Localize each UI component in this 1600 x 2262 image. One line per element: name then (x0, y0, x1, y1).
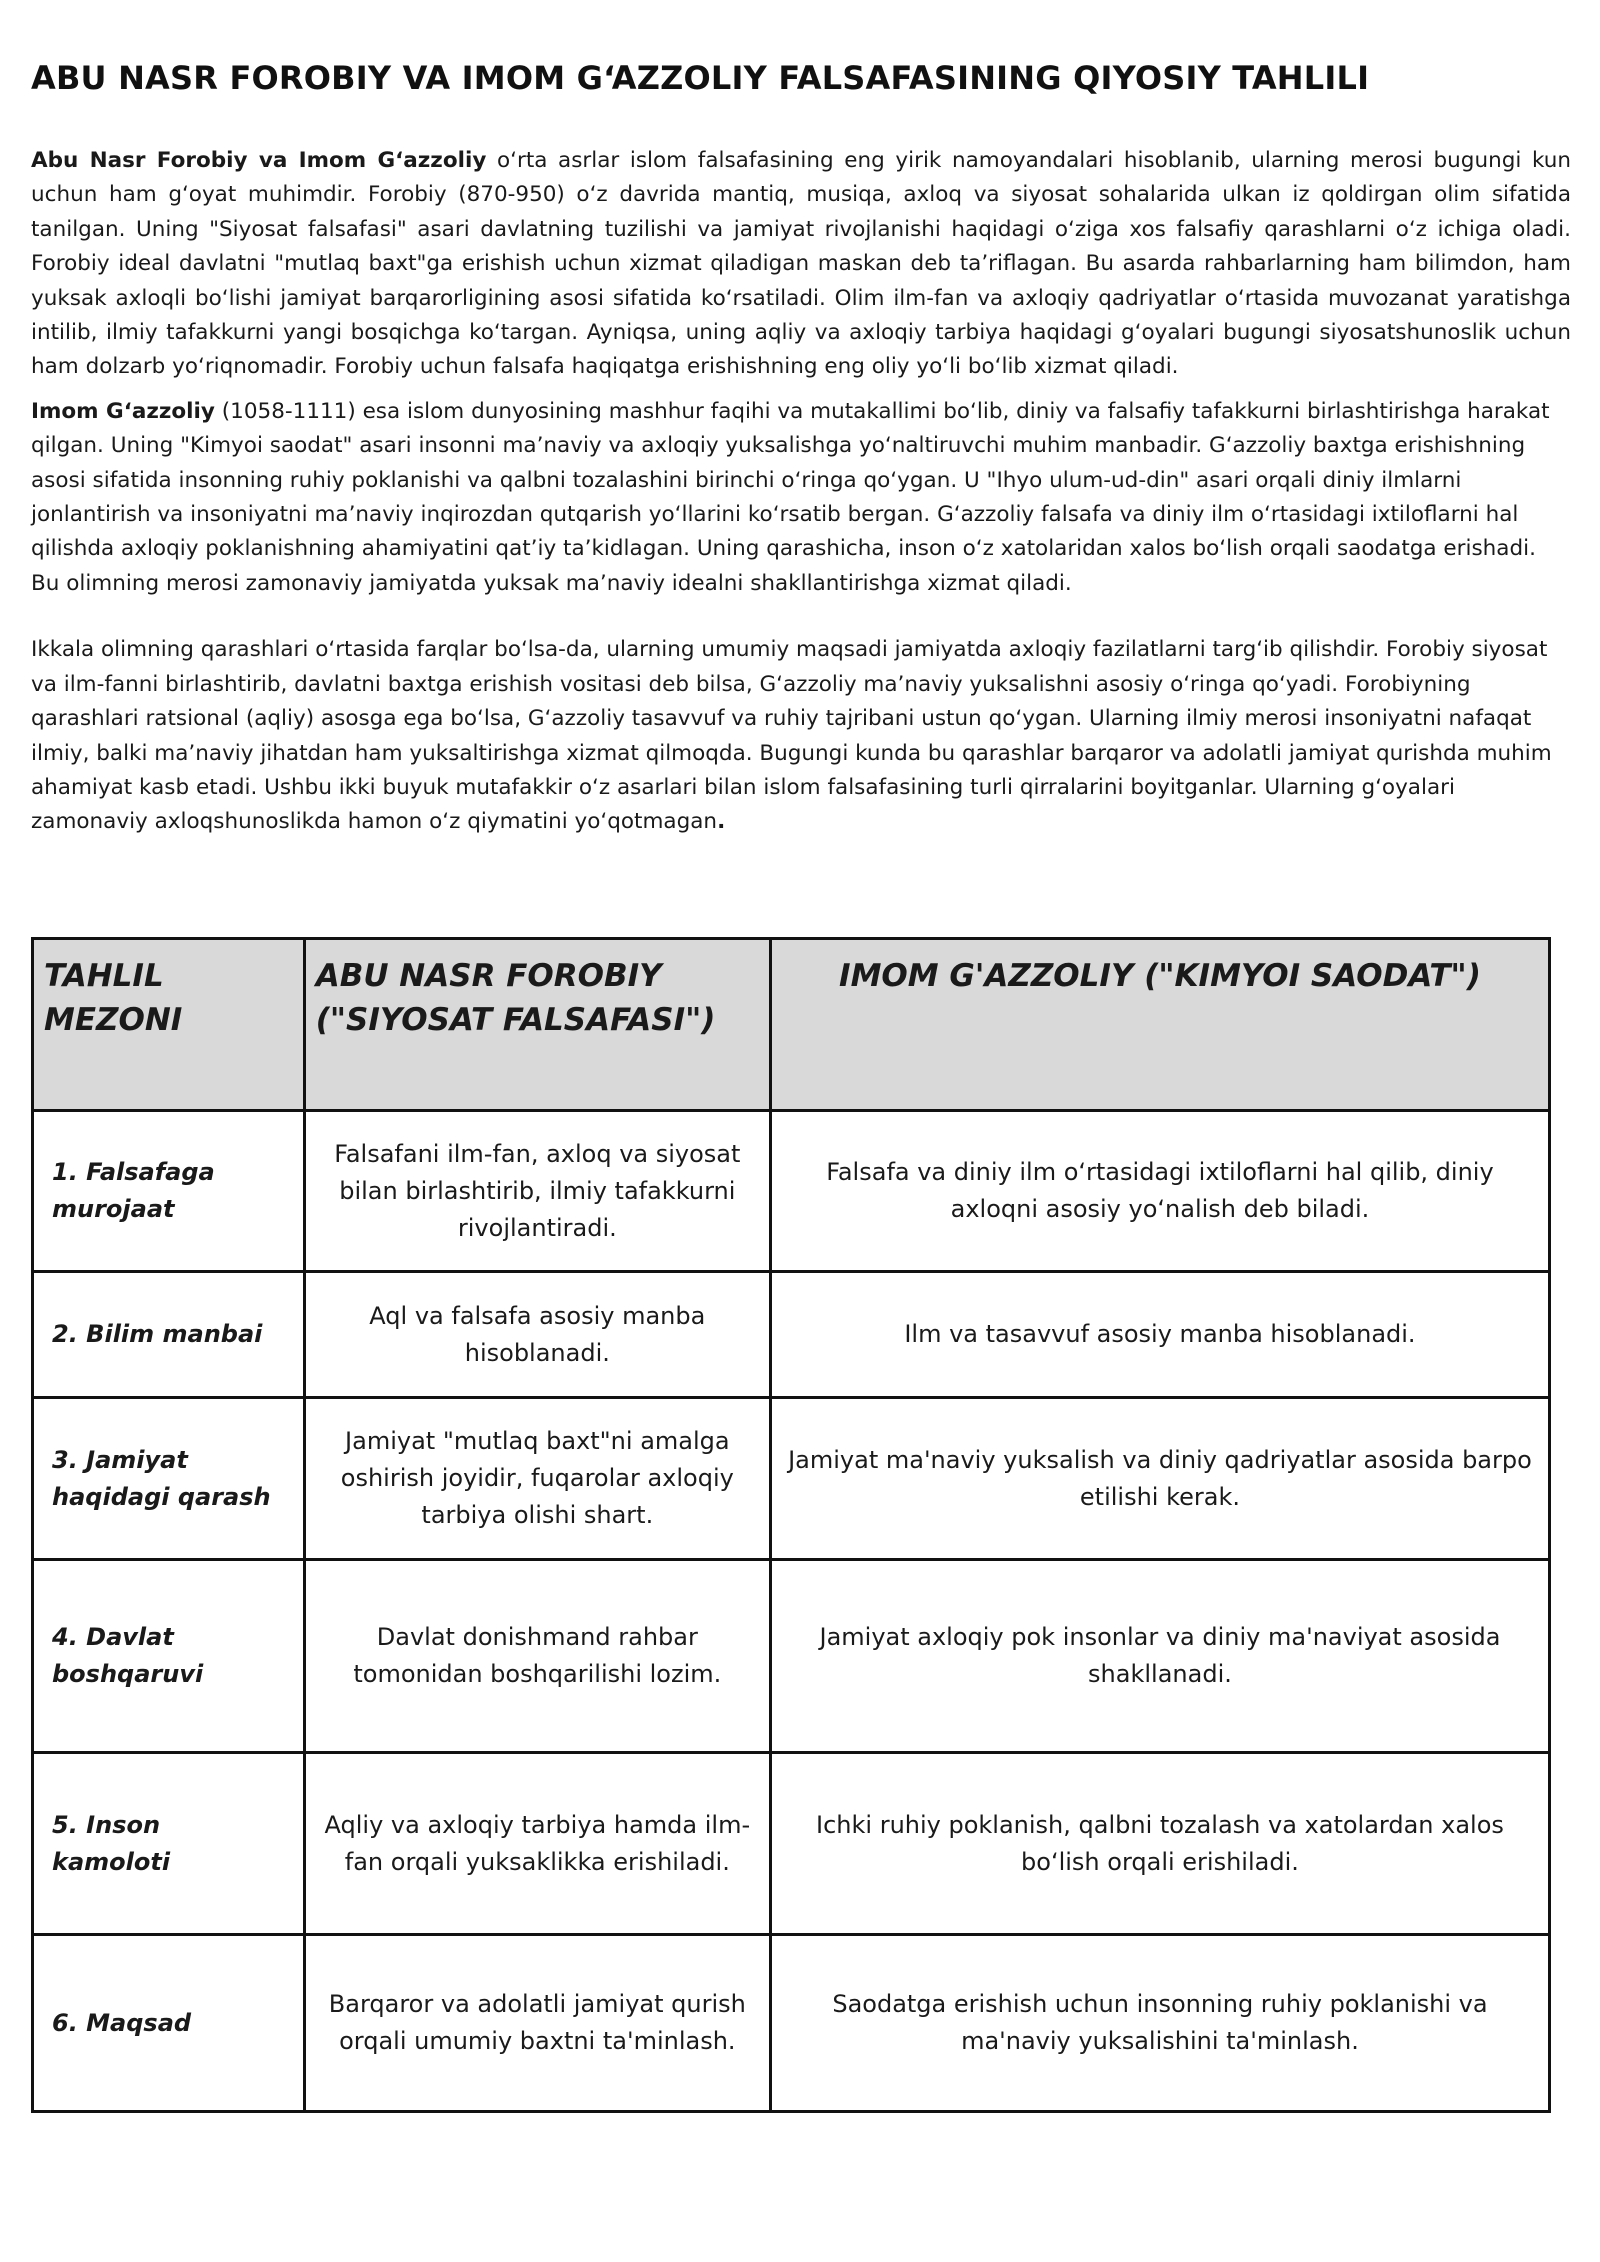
paragraph-text: (1058-1111) esa islom dunyosining mashhur faqihi va mutakallimi bo‘lib, diniy va falsafiy tafakkurni birlashtirishga harakat qilgan. Uning "Kimyoi saodat" asari insonni ma’naviy va axloqiy yuksalishga yo‘naltiruvchi muhim manbadir. G‘azzoliy baxtga erishishning asosi sifatida insonning ruhiy poklanishi va qalbni tozalashini birinchi o‘ringa qo‘ygan. U "Ihyo ulum-ud-din" asari orqali diniy ilmlarni jonlantirish va insoniyatni ma’naviy inqirozdan qutqarish yo‘llarini ko‘rsatib bergan. G‘azzoliy falsafa va diniy ilm o‘rtasidagi ixtiloflarni hal qilishda axloqiy poklanishning ahamiyatini qat’iy ta’kidlagan. Uning qarashicha, inson o‘z xatolaridan xalos bo‘lish orqali saodatga erishadi. Bu olimning merosi zamonaviy jamiyatda yuksak ma’naviy idealni shakllantirishga xizmat qiladi. (31, 398, 1550, 596)
row-criterion: 1. Falsafaga murojaat (33, 1111, 305, 1272)
table-row (33, 1398, 1550, 1560)
row-criterion: 5. Inson kamoloti (33, 1753, 305, 1935)
document-body (31, 56, 1571, 840)
table-header-row (33, 939, 1550, 1111)
table-row (33, 1935, 1550, 2112)
paragraph-end: . (717, 809, 726, 835)
paragraph-comparison (31, 633, 1571, 839)
table-row (33, 1111, 1550, 1272)
row-gazzoliy: Saodatga erishish uchun insonning ruhiy poklanishi va ma'naviy yuksalishini ta'minlash. (770, 1935, 1549, 2112)
row-gazzoliy: Ichki ruhiy poklanish, qalbni tozalash va xatolardan xalos bo‘lish orqali erishiladi. (770, 1753, 1549, 1935)
paragraph-gazzoliy (31, 395, 1571, 601)
table-row (33, 1560, 1550, 1753)
header-gazzoliy: IMOM G'AZZOLIY ("KIMYOI SAODAT") (770, 939, 1549, 1111)
paragraph-text: o‘rta asrlar islom falsafasining eng yirik namoyandalari hisoblanib, ularning merosi bugungi kun uchun ham g‘oyat muhimdir. Forobiy (870-950) o‘z davrida mantiq, musiqa, axloq va siyosat sohalarida ulkan iz qoldirgan olim sifatida tanilgan. Uning "Siyosat falsafasi" asari davlatning tuzilishi va jamiyat rivojlanishi haqidagi o‘ziga xos falsafiy qarashlarni o‘z ichiga oladi. Forobiy ideal davlatni "mutlaq baxt"ga erishish uchun xizmat qiladigan maskan deb ta’riflagan. Bu asarda rahbarlarning ham bilimdon, ham yuksak axloqli bo‘lishi jamiyat barqarorligining asosi sifatida ko‘rsatiladi. Olim ilm-fan va axloqiy qadriyatlar o‘rtasida muvozanat yaratishga intilib, ilmiy tafakkurni yangi bosqichga ko‘targan. Ayniqsa, uning aqliy va axloqiy tarbiya haqidagi g‘oyalari bugungi siyosatshunoslik uchun ham dolzarb yo‘riqnomadir. Forobiy uchun falsafa haqiqatga erishishning eng oliy yo‘li bo‘lib xizmat qiladi. (31, 148, 1571, 380)
row-gazzoliy: Jamiyat ma'naviy yuksalish va diniy qadriyatlar asosida barpo etilishi kerak. (770, 1398, 1549, 1560)
paragraph-lead: Imom G‘azzoliy (31, 398, 215, 424)
paragraph-text: Ikkala olimning qarashlari o‘rtasida farqlar bo‘lsa-da, ularning umumiy maqsadi jamiyatda axloqiy fazilatlarni targ‘ib qilishdir. Forobiy siyosat va ilm-fanni birlashtirib, davlatni baxtga erishish vositasi deb bilsa, G‘azzoliy ma’naviy yuksalishni asosiy o‘ringa qo‘yadi. Forobiyning qarashlari ratsional (aqliy) asosga ega bo‘lsa, G‘azzoliy tasavvuf va ruhiy tajribani ustun qo‘ygan. Ularning ilmiy merosi insoniyatni nafaqat ilmiy, balki ma’naviy jihatdan ham yuksaltirishga xizmat qilmoqda. Bugungi kunda bu qarashlar barqaror va adolatli jamiyat qurishda muhim ahamiyat kasb etadi. Ushbu ikki buyuk mutafakkir o‘z asarlari bilan islom falsafasining turli qirralarini boyitganlar. Ularning g‘oyalari zamonaviy axloqshunoslikda hamon o‘z qiymatini yo‘qotmagan (31, 637, 1552, 835)
paragraph-forobiy (31, 144, 1571, 385)
paragraph-lead: Abu Nasr Forobiy va Imom G‘azzoliy (31, 148, 487, 173)
row-forobiy: Aql va falsafa asosiy manba hisoblanadi. (304, 1272, 770, 1398)
header-criterion: TAHLIL MEZONI (33, 939, 305, 1111)
row-forobiy: Jamiyat "mutlaq baxt"ni amalga oshirish joyidir, fuqarolar axloqiy tarbiya olishi shart. (304, 1398, 770, 1560)
table-row (33, 1753, 1550, 1935)
row-forobiy: Davlat donishmand rahbar tomonidan boshqarilishi lozim. (304, 1560, 770, 1753)
row-criterion: 6. Maqsad (33, 1935, 305, 2112)
row-gazzoliy: Ilm va tasavvuf asosiy manba hisoblanadi. (770, 1272, 1549, 1398)
row-gazzoliy: Falsafa va diniy ilm o‘rtasidagi ixtiloflarni hal qilib, diniy axloqni asosiy yo‘nalish deb biladi. (770, 1111, 1549, 1272)
row-forobiy: Aqliy va axloqiy tarbiya hamda ilm-fan orqali yuksaklikka erishiladi. (304, 1753, 770, 1935)
row-forobiy: Falsafani ilm-fan, axloq va siyosat bilan birlashtirib, ilmiy tafakkurni rivojlantiradi. (304, 1111, 770, 1272)
row-gazzoliy: Jamiyat axloqiy pok insonlar va diniy ma'naviyat asosida shakllanadi. (770, 1560, 1549, 1753)
table-row (33, 1272, 1550, 1398)
header-forobiy: ABU NASR FOROBIY ("SIYOSAT FALSAFASI") (304, 939, 770, 1111)
row-forobiy: Barqaror va adolatli jamiyat qurish orqali umumiy baxtni ta'minlash. (304, 1935, 770, 2112)
row-criterion: 3. Jamiyat haqidagi qarash (33, 1398, 305, 1560)
row-criterion: 4. Davlat boshqaruvi (33, 1560, 305, 1753)
row-criterion: 2. Bilim manbai (33, 1272, 305, 1398)
page-title: ABU NASR FOROBIY VA IMOM G‘AZZOLIY FALSAFASINING QIYOSIY TAHLILI (31, 59, 1370, 97)
comparison-table (31, 937, 1551, 2113)
